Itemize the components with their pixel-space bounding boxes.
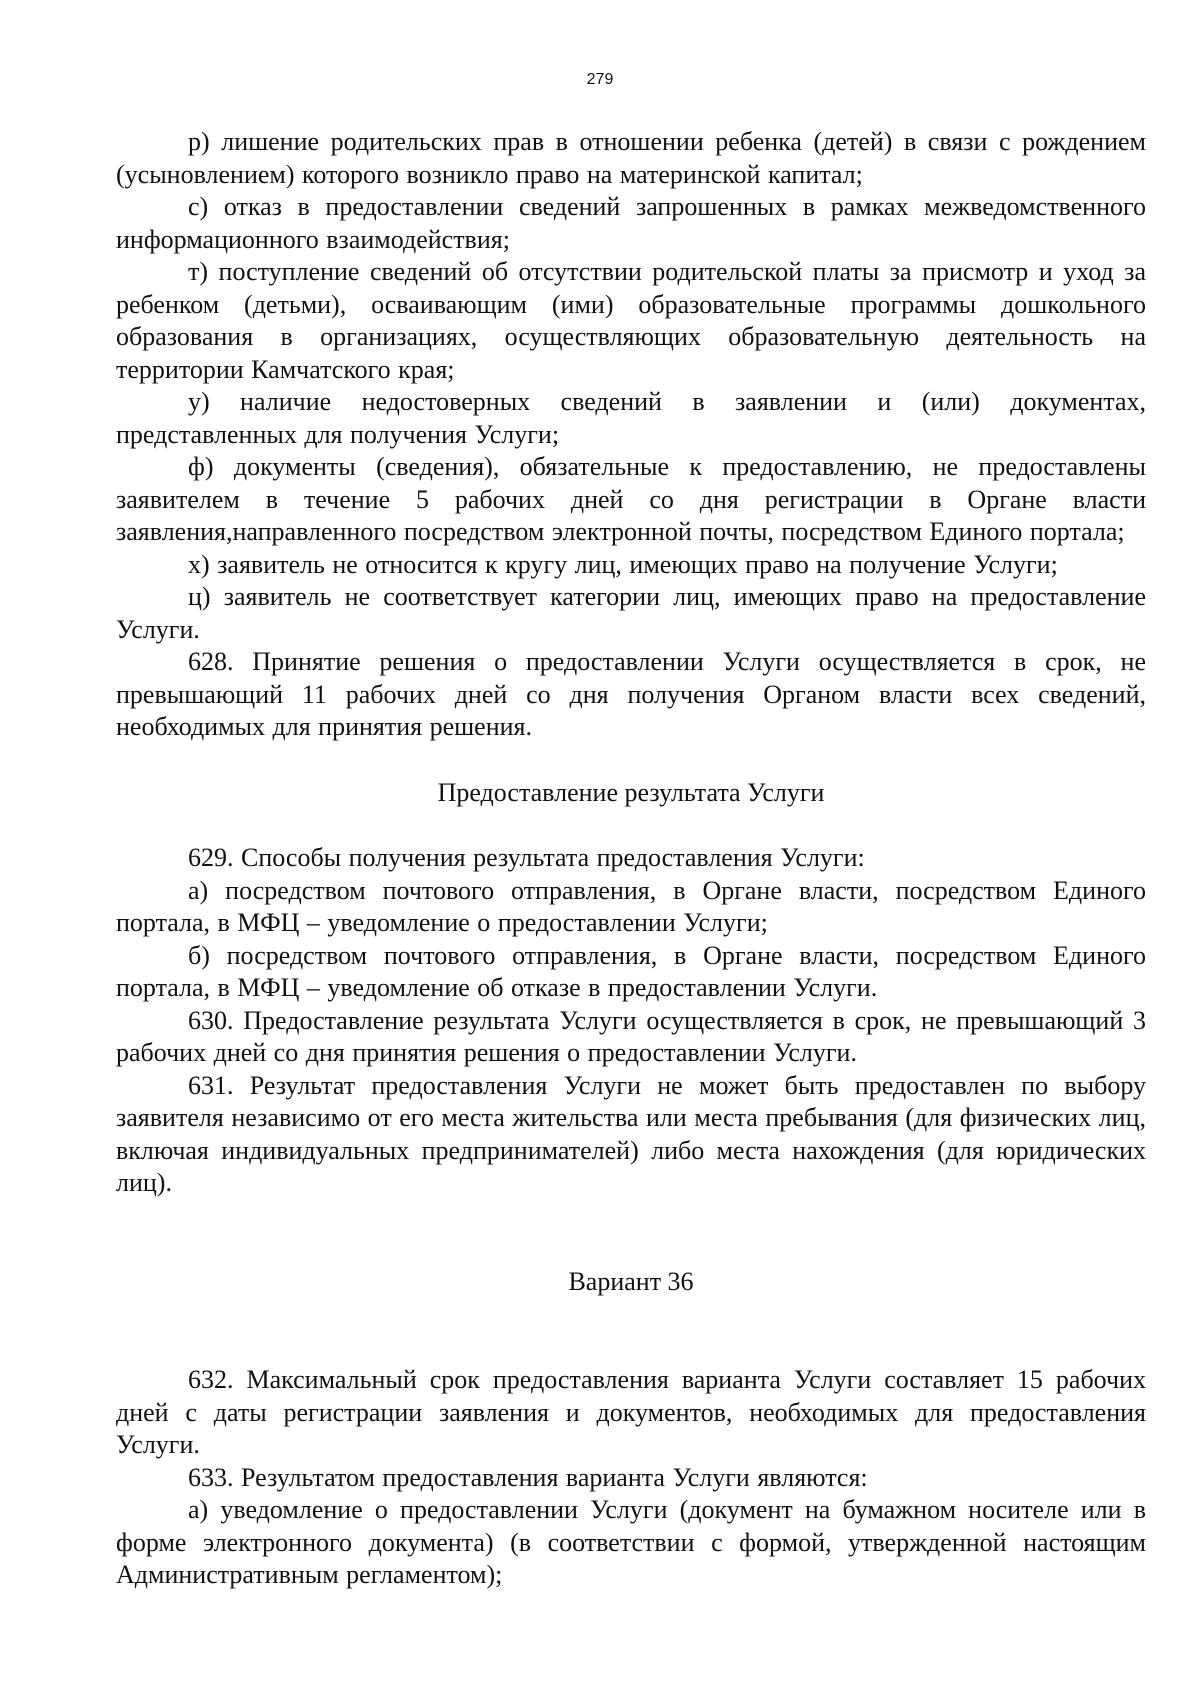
item-s: с) отказ в предоставлении сведений запрошенных в рамках межведомственного информационного взаимодействия; [116, 192, 1146, 254]
item-r: р) лишение родительских прав в отношении ребенка (детей) в связи с рождением (усыновлением) которого возникло право на материнской капитал; [116, 127, 1146, 189]
item-a-633: а) уведомление о предоставлении Услуги (документ на бумажном носителе или в форме электронного документа) (в соответствии с формой, утвержденной настоящим Административным регламентом); [116, 1495, 1146, 1589]
spacer [116, 809, 1146, 842]
paragraph-630: 630. Предоставление результата Услуги осуществляется в срок, не превышающий 3 рабочих дней со дня принятия решения о предоставлении Услуги. [116, 1005, 1146, 1067]
section-heading-result: Предоставление результата Услуги [437, 777, 825, 807]
item-kh: х) заявитель не относится к кругу лиц, имеющих право на получение Услуги; [188, 549, 1058, 579]
spacer [116, 1200, 1146, 1266]
item-b-629: б) посредством почтового отправления, в Органе власти, посредством Единого портала, в МФЦ – уведомление об отказе в предоставлении Услуги. [116, 940, 1146, 1002]
spacer [116, 744, 1146, 777]
paragraph-628: 628. Принятие решения о предоставлении Услуги осуществляется в срок, не превышающий 11 рабочих дней со дня получения Органом власти всех сведений, необходимых для принятия решения. [116, 647, 1146, 741]
section-heading-variant: Вариант 36 [568, 1266, 694, 1296]
item-f: ф) документы (сведения), обязательные к предоставлению, не предоставлены заявителем в течение 5 рабочих дней со дня регистрации в Органе власти заявления,направленного посредством электронной почты, посредством Единого портала; [116, 452, 1146, 546]
paragraph-631: 631. Результат предоставления Услуги не может быть предоставлен по выбору заявителя независимо от его места жительства или места пребывания (для физических лиц, включая индивидуальных предпринимателей) либо места нахождения (для юридических лиц). [116, 1070, 1146, 1197]
item-ts: ц) заявитель не соответствует категории лиц, имеющих право на предоставление Услуги. [116, 582, 1146, 644]
item-a-629: а) посредством почтового отправления, в Органе власти, посредством Единого портала, в МФЦ – уведомление о предоставлении Услуги; [116, 875, 1146, 937]
paragraph-629: 629. Способы получения результата предоставления Услуги: [188, 843, 865, 872]
spacer [116, 1298, 1146, 1364]
paragraph-632: 632. Максимальный срок предоставления варианта Услуги составляет 15 рабочих дней с даты регистрации заявления и документов, необходимых для предоставления Услуги. [116, 1365, 1146, 1459]
item-u: у) наличие недостоверных сведений в заявлении и (или) документах, представленных для получения Услуги; [116, 387, 1146, 449]
page-number: 279 [586, 71, 614, 88]
document-body [116, 126, 1146, 1592]
item-t: т) поступление сведений об отсутствии родительской платы за присмотр и уход за ребенком (детьми), осваивающим (ими) образовательные программы дошкольного образования в организациях, осуществляющих образовательную деятельность на территории Камчатского края; [116, 257, 1146, 384]
paragraph-633: 633. Результатом предоставления варианта Услуги являются: [188, 1462, 868, 1492]
